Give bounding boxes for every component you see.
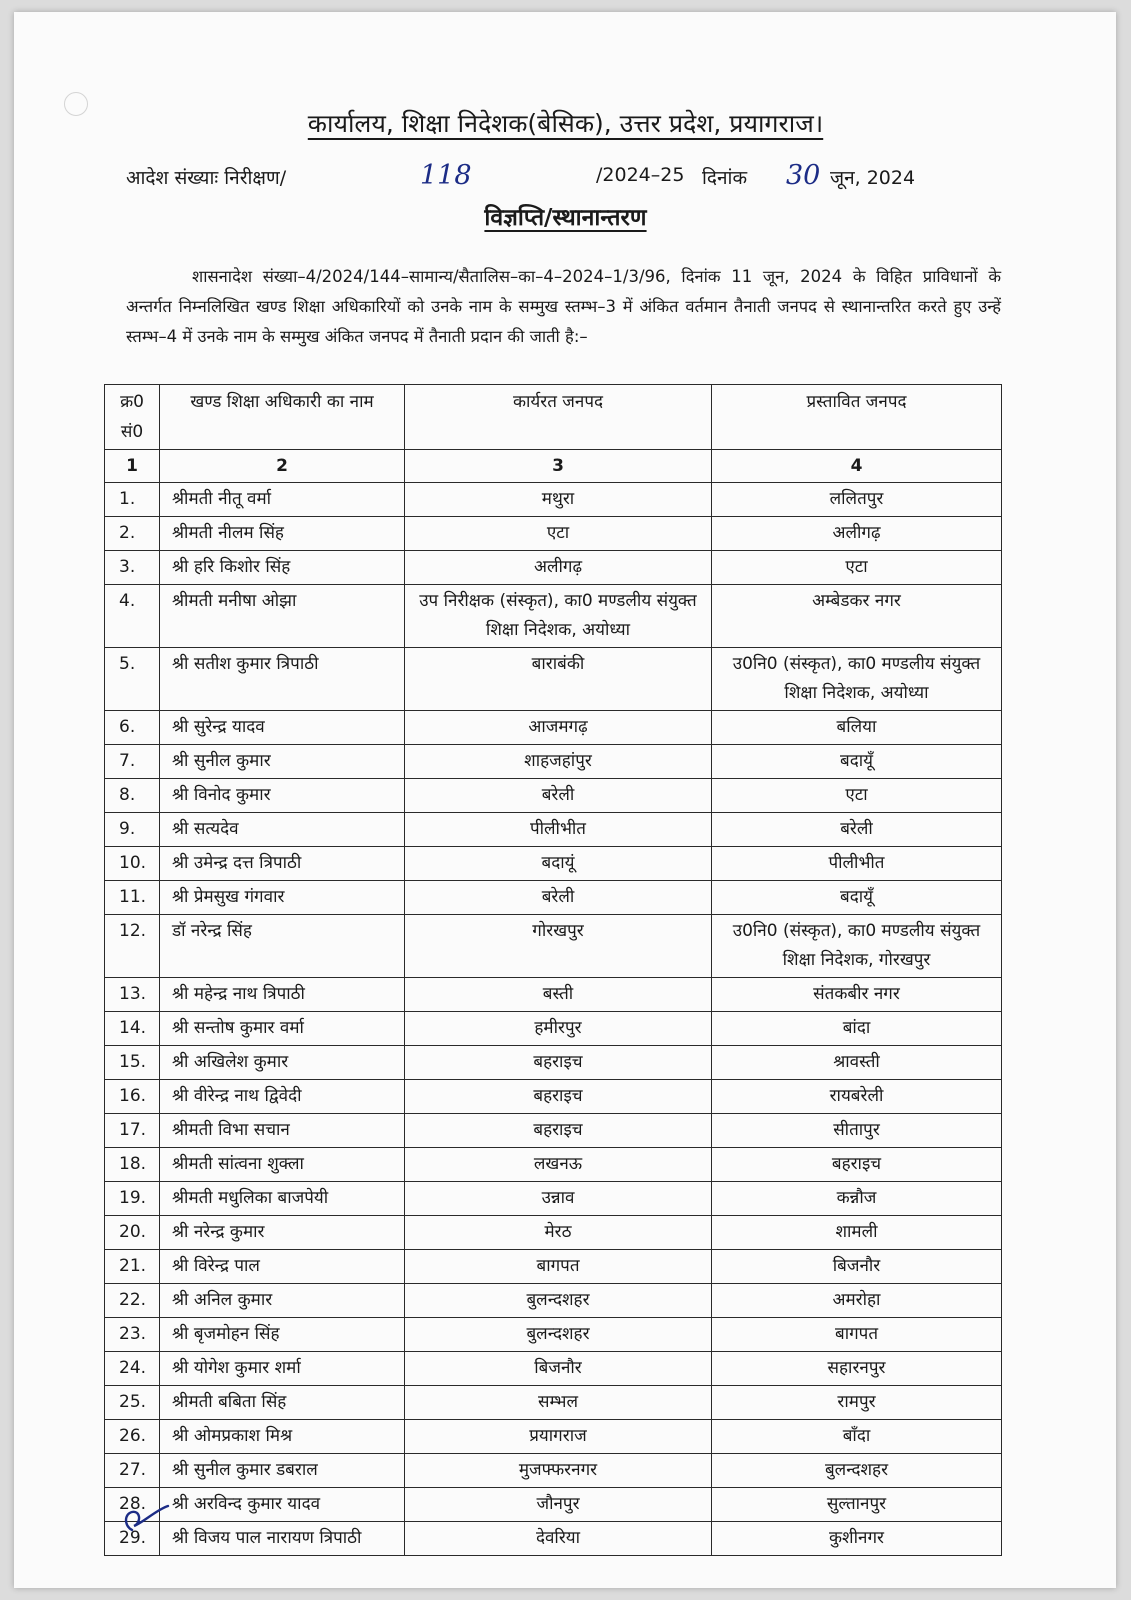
serial-number: 27.	[105, 1454, 160, 1488]
serial-number: 12.	[105, 915, 160, 978]
officer-name: श्री विरेन्द्र पाल	[160, 1250, 405, 1284]
proposed-district: श्रावस्ती	[712, 1046, 1002, 1080]
table-row	[105, 1148, 1002, 1182]
proposed-district: ललितपुर	[712, 483, 1002, 517]
proposed-district: एटा	[712, 551, 1002, 585]
date-day: 30	[786, 160, 821, 191]
header-name: खण्ड शिक्षा अधिकारी का नाम	[160, 385, 405, 450]
current-district: सम्भल	[405, 1386, 712, 1420]
serial-number: 7.	[105, 745, 160, 779]
proposed-district: बलिया	[712, 711, 1002, 745]
officer-name: श्री प्रेमसुख गंगवार	[160, 881, 405, 915]
signature-mark	[118, 1500, 176, 1538]
colnum-2: 2	[160, 450, 405, 483]
table-row	[105, 1318, 1002, 1352]
serial-number: 16.	[105, 1080, 160, 1114]
colnum-4: 4	[712, 450, 1002, 483]
officer-name: श्री अखिलेश कुमार	[160, 1046, 405, 1080]
current-district: शाहजहांपुर	[405, 745, 712, 779]
current-district: बहराइच	[405, 1046, 712, 1080]
current-district: बदायूं	[405, 847, 712, 881]
date-label: दिनांक	[702, 167, 748, 189]
table-row	[105, 1012, 1002, 1046]
serial-number: 19.	[105, 1182, 160, 1216]
officer-name: श्री सन्तोष कुमार वर्मा	[160, 1012, 405, 1046]
proposed-district: बागपत	[712, 1318, 1002, 1352]
current-district: मेरठ	[405, 1216, 712, 1250]
order-prefix: आदेश संख्याः निरीक्षण/	[126, 167, 287, 189]
table-row	[105, 1454, 1002, 1488]
proposed-district: बहराइच	[712, 1148, 1002, 1182]
table-row	[105, 978, 1002, 1012]
officer-name: श्री सुरेन्द्र यादव	[160, 711, 405, 745]
proposed-district: कन्नौज	[712, 1182, 1002, 1216]
order-number: 118	[420, 160, 472, 191]
column-number-row	[105, 450, 1002, 483]
officer-name: श्री बृजमोहन सिंह	[160, 1318, 405, 1352]
serial-number: 15.	[105, 1046, 160, 1080]
current-district: पीलीभीत	[405, 813, 712, 847]
current-district: बरेली	[405, 881, 712, 915]
table-row	[105, 779, 1002, 813]
proposed-district: बांदा	[712, 1012, 1002, 1046]
serial-number: 4.	[105, 585, 160, 648]
colnum-1: 1	[105, 450, 160, 483]
current-district: मथुरा	[405, 483, 712, 517]
proposed-district: सुल्तानपुर	[712, 1488, 1002, 1522]
table-row	[105, 1216, 1002, 1250]
officer-name: श्रीमती मनीषा ओझा	[160, 585, 405, 648]
officer-name: श्री विनोद कुमार	[160, 779, 405, 813]
serial-number: 11.	[105, 881, 160, 915]
table-row	[105, 483, 1002, 517]
current-district: देवरिया	[405, 1522, 712, 1556]
header-current: कार्यरत जनपद	[405, 385, 712, 450]
table-row	[105, 1386, 1002, 1420]
current-district: बस्ती	[405, 978, 712, 1012]
proposed-district: बाँदा	[712, 1420, 1002, 1454]
officer-name: श्रीमती नीतू वर्मा	[160, 483, 405, 517]
officer-name: श्री विजय पाल नारायण त्रिपाठी	[160, 1522, 405, 1556]
current-district: उप निरीक्षक (संस्कृत), का0 मण्डलीय संयुक्त शिक्षा निदेशक, अयोध्या	[405, 585, 712, 648]
table-header-row	[105, 385, 1002, 450]
table-row	[105, 745, 1002, 779]
serial-number: 5.	[105, 648, 160, 711]
officer-name: श्रीमती मधुलिका बाजपेयी	[160, 1182, 405, 1216]
proposed-district: कुशीनगर	[712, 1522, 1002, 1556]
officer-name: श्री नरेन्द्र कुमार	[160, 1216, 405, 1250]
officer-name: श्री अनिल कुमार	[160, 1284, 405, 1318]
serial-number: 25.	[105, 1386, 160, 1420]
proposed-district: बदायूँ	[712, 881, 1002, 915]
serial-number: 29.	[105, 1522, 160, 1556]
serial-number: 10.	[105, 847, 160, 881]
proposed-district: उ0नि0 (संस्कृत), का0 मण्डलीय संयुक्त शिक्षा निदेशक, गोरखपुर	[712, 915, 1002, 978]
serial-number: 26.	[105, 1420, 160, 1454]
serial-number: 23.	[105, 1318, 160, 1352]
proposed-district: अम्बेडकर नगर	[712, 585, 1002, 648]
current-district: बहराइच	[405, 1114, 712, 1148]
table-row	[105, 1522, 1002, 1556]
header-proposed: प्रस्तावित जनपद	[712, 385, 1002, 450]
colnum-3: 3	[405, 450, 712, 483]
serial-number: 6.	[105, 711, 160, 745]
proposed-district: संतकबीर नगर	[712, 978, 1002, 1012]
proposed-district: रायबरेली	[712, 1080, 1002, 1114]
proposed-district: बुलन्दशहर	[712, 1454, 1002, 1488]
serial-number: 20.	[105, 1216, 160, 1250]
current-district: गोरखपुर	[405, 915, 712, 978]
current-district: बहराइच	[405, 1080, 712, 1114]
officer-name: श्री सत्यदेव	[160, 813, 405, 847]
table-row	[105, 881, 1002, 915]
proposed-district: सीतापुर	[712, 1114, 1002, 1148]
table-row	[105, 648, 1002, 711]
proposed-district: रामपुर	[712, 1386, 1002, 1420]
serial-number: 21.	[105, 1250, 160, 1284]
officer-name: श्री वीरेन्द्र नाथ द्विवेदी	[160, 1080, 405, 1114]
officer-name: श्री हरि किशोर सिंह	[160, 551, 405, 585]
proposed-district: बिजनौर	[712, 1250, 1002, 1284]
current-district: मुजफ्फरनगर	[405, 1454, 712, 1488]
serial-number: 14.	[105, 1012, 160, 1046]
table-row	[105, 1182, 1002, 1216]
current-district: बागपत	[405, 1250, 712, 1284]
office-title	[0, 106, 1131, 140]
officer-name: श्रीमती विभा सचान	[160, 1114, 405, 1148]
serial-number: 22.	[105, 1284, 160, 1318]
proposed-district: बदायूँ	[712, 745, 1002, 779]
current-district: बिजनौर	[405, 1352, 712, 1386]
officer-name: श्री सुनील कुमार डबराल	[160, 1454, 405, 1488]
table-row	[105, 1114, 1002, 1148]
officer-name: श्रीमती सांत्वना शुक्ला	[160, 1148, 405, 1182]
current-district: लखनऊ	[405, 1148, 712, 1182]
officer-name: श्री सतीश कुमार त्रिपाठी	[160, 648, 405, 711]
current-district: बुलन्दशहर	[405, 1284, 712, 1318]
current-district: जौनपुर	[405, 1488, 712, 1522]
table-row	[105, 1420, 1002, 1454]
office-title-text: कार्यालय, शिक्षा निदेशक(बेसिक), उत्तर प्रदेश, प्रयागराज।	[307, 109, 824, 138]
serial-number: 2.	[105, 517, 160, 551]
table-row	[105, 1080, 1002, 1114]
current-district: प्रयागराज	[405, 1420, 712, 1454]
serial-number: 24.	[105, 1352, 160, 1386]
proposed-district: सहारनपुर	[712, 1352, 1002, 1386]
officer-name: श्री योगेश कुमार शर्मा	[160, 1352, 405, 1386]
officer-name: श्री महेन्द्र नाथ त्रिपाठी	[160, 978, 405, 1012]
current-district: आजमगढ़	[405, 711, 712, 745]
subject-text: विज्ञप्ति/स्थानान्तरण	[484, 205, 647, 231]
date-rest: जून, 2024	[830, 167, 916, 189]
serial-number: 18.	[105, 1148, 160, 1182]
serial-number: 8.	[105, 779, 160, 813]
table-row	[105, 1488, 1002, 1522]
order-year: /2024–25	[596, 164, 685, 186]
proposed-district: बरेली	[712, 813, 1002, 847]
order-paragraph	[126, 262, 1001, 352]
paragraph-text: शासनादेश संख्या–4/2024/144–सामान्य/सैतालिस–का–4–2024–1/3/96, दिनांक 11 जून, 2024 के विहित प्राविधानों के अन्तर्गत निम्नलिखित खण्ड शिक्षा अधिकारियों को उनके नाम के सम्मुख स्तम्भ–3 में अंकित वर्तमान तैनाती जनपद से स्थानान्तरित करते हुए उन्हें स्तम्भ–4 में उनके नाम के सम्मुख अंकित जनपद में तैनाती प्रदान की जाती है:–	[126, 267, 1001, 346]
officer-name: श्रीमती नीलम सिंह	[160, 517, 405, 551]
table-row	[105, 915, 1002, 978]
table-row	[105, 1352, 1002, 1386]
current-district: बुलन्दशहर	[405, 1318, 712, 1352]
serial-number: 17.	[105, 1114, 160, 1148]
proposed-district: पीलीभीत	[712, 847, 1002, 881]
proposed-district: एटा	[712, 779, 1002, 813]
serial-number: 3.	[105, 551, 160, 585]
current-district: बाराबंकी	[405, 648, 712, 711]
table-row	[105, 585, 1002, 648]
subject-heading	[0, 200, 1131, 232]
officer-name: डॉ नरेन्द्र सिंह	[160, 915, 405, 978]
table-row	[105, 551, 1002, 585]
table-row	[105, 813, 1002, 847]
current-district: एटा	[405, 517, 712, 551]
officer-name: श्री अरविन्द कुमार यादव	[160, 1488, 405, 1522]
table-row	[105, 517, 1002, 551]
serial-number: 9.	[105, 813, 160, 847]
current-district: उन्नाव	[405, 1182, 712, 1216]
officer-name: श्री उमेन्द्र दत्त त्रिपाठी	[160, 847, 405, 881]
table-row	[105, 1284, 1002, 1318]
header-sn: क्र0 सं0	[105, 385, 160, 450]
officer-name: श्री सुनील कुमार	[160, 745, 405, 779]
serial-number: 28.	[105, 1488, 160, 1522]
officer-name: श्रीमती बबिता सिंह	[160, 1386, 405, 1420]
serial-number: 1.	[105, 483, 160, 517]
table-row	[105, 1046, 1002, 1080]
proposed-district: अमरोहा	[712, 1284, 1002, 1318]
transfer-table	[104, 384, 1002, 1556]
proposed-district: शामली	[712, 1216, 1002, 1250]
proposed-district: अलीगढ़	[712, 517, 1002, 551]
officer-name: श्री ओमप्रकाश मिश्र	[160, 1420, 405, 1454]
current-district: अलीगढ़	[405, 551, 712, 585]
serial-number: 13.	[105, 978, 160, 1012]
table-row	[105, 711, 1002, 745]
current-district: बरेली	[405, 779, 712, 813]
current-district: हमीरपुर	[405, 1012, 712, 1046]
table-row	[105, 1250, 1002, 1284]
table-row	[105, 847, 1002, 881]
proposed-district: उ0नि0 (संस्कृत), का0 मण्डलीय संयुक्त शिक्षा निदेशक, अयोध्या	[712, 648, 1002, 711]
